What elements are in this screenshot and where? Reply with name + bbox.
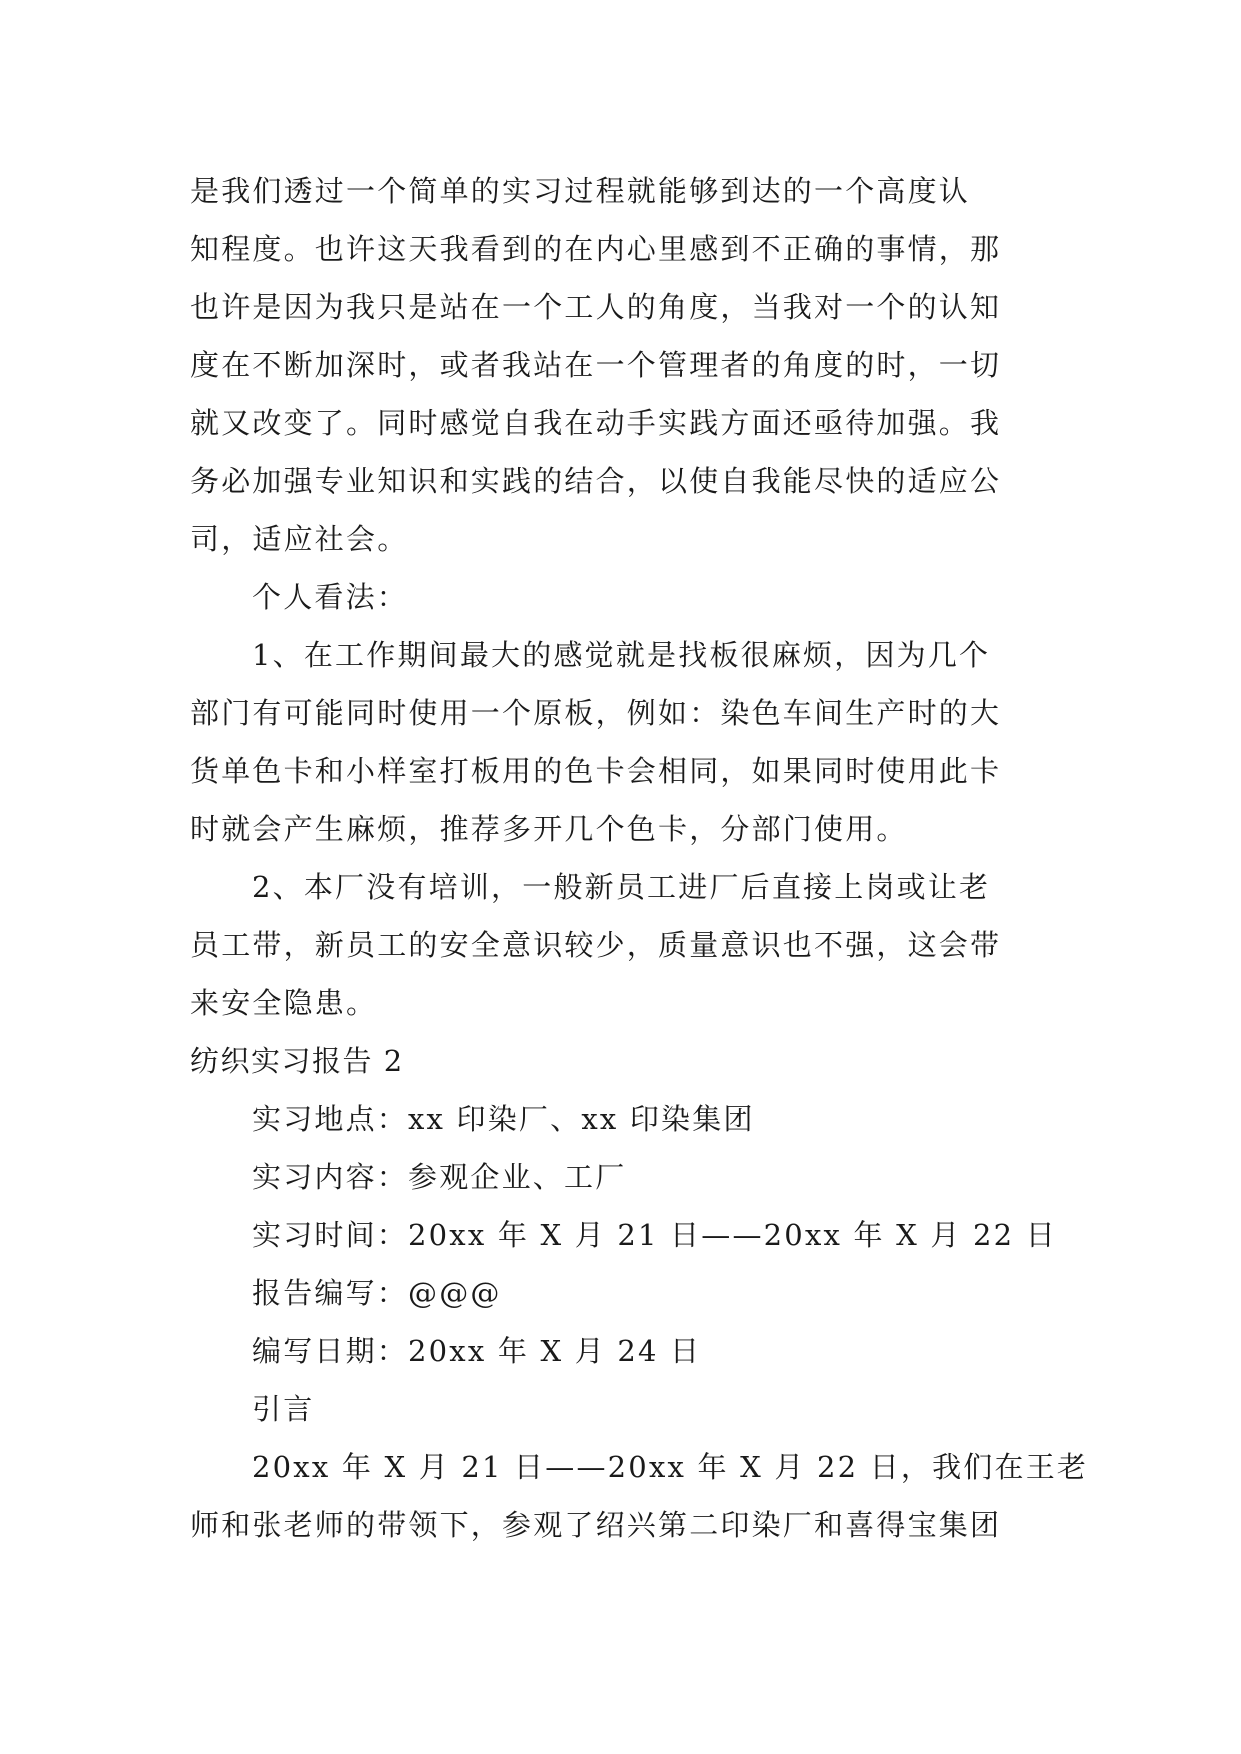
intro-heading: 引言 xyxy=(252,1392,315,1426)
opinion-2-line: 2、本厂没有培训，一般新员工进厂后直接上岗或让老 xyxy=(252,870,991,904)
opinion-1-line: 货单色卡和小样室打板用的色卡会相同，如果同时使用此卡 xyxy=(190,754,1002,788)
intro-line: 师和张老师的带领下，参观了绍兴第二印染厂和喜得宝集团 xyxy=(190,1508,1002,1542)
paragraph-line: 度在不断加深时，或者我站在一个管理者的角度的时，一切 xyxy=(190,348,1002,382)
report-title: 纺织实习报告 2 xyxy=(190,1044,404,1078)
info-time: 实习时间：20xx 年 X 月 21 日——20xx 年 X 月 22 日 xyxy=(252,1218,1057,1252)
opinion-1-line: 部门有可能同时使用一个原板，例如：染色车间生产时的大 xyxy=(190,696,1002,730)
info-location: 实习地点：xx 印染厂、xx 印染集团 xyxy=(252,1102,755,1136)
info-author: 报告编写：@@@ xyxy=(252,1276,502,1310)
paragraph-line: 是我们透过一个简单的实习过程就能够到达的一个高度认 xyxy=(190,174,971,208)
opinion-2-line: 员工带，新员工的安全意识较少，质量意识也不强，这会带 xyxy=(190,928,1002,962)
document-body xyxy=(190,162,1089,1554)
paragraph-line: 就又改变了。同时感觉自我在动手实践方面还亟待加强。我 xyxy=(190,406,1002,440)
opinion-heading: 个人看法： xyxy=(252,580,409,614)
intro-line: 20xx 年 X 月 21 日——20xx 年 X 月 22 日，我们在王老 xyxy=(252,1450,1089,1484)
info-content: 实习内容：参观企业、工厂 xyxy=(252,1160,627,1194)
paragraph-line: 知程度。也许这天我看到的在内心里感到不正确的事情，那 xyxy=(190,232,1002,266)
paragraph-line: 务必加强专业知识和实践的结合，以使自我能尽快的适应公 xyxy=(190,464,1002,498)
paragraph-line: 也许是因为我只是站在一个工人的角度，当我对一个的认知 xyxy=(190,290,1002,324)
paragraph-line: 司，适应社会。 xyxy=(190,522,409,556)
opinion-1-line: 时就会产生麻烦，推荐多开几个色卡，分部门使用。 xyxy=(190,812,908,846)
opinion-1-line: 1、在工作期间最大的感觉就是找板很麻烦，因为几个 xyxy=(252,638,991,672)
opinion-2-line: 来安全隐患。 xyxy=(190,986,378,1020)
info-date: 编写日期：20xx 年 X 月 24 日 xyxy=(252,1334,702,1368)
